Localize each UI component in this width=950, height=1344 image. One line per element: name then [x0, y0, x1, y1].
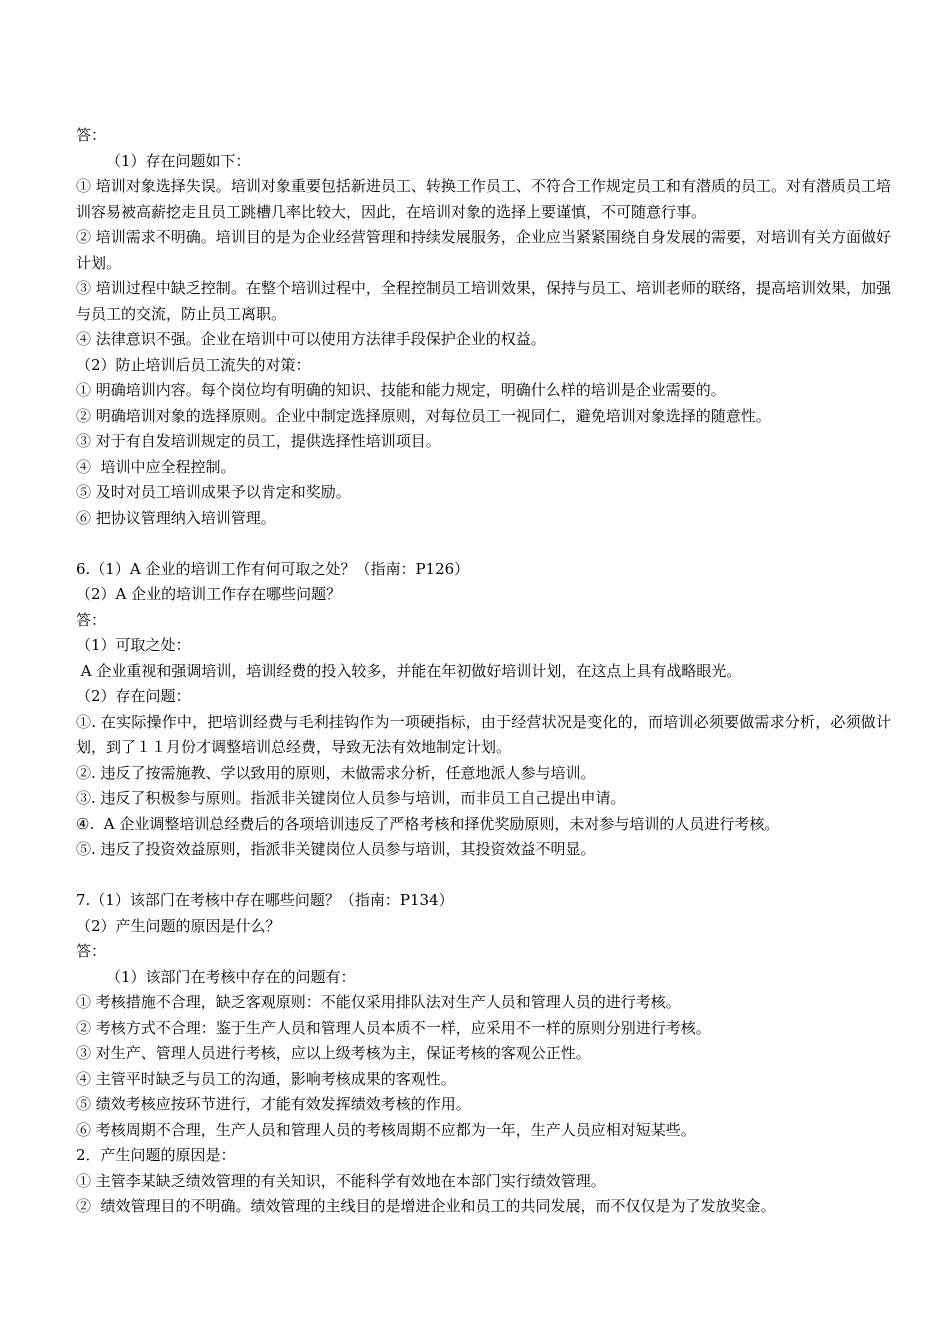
paragraph: （1）存在问题如下：: [106, 151, 251, 170]
paragraph: ① 考核措施不合理，缺乏客观原则：不能仅采用排队法对生产人员和管理人员的进行考核。: [76, 993, 681, 1011]
paragraph: ④ 法律意识不强。企业在培训中可以使用方法律手段保护企业的权益。: [76, 330, 546, 348]
paragraph: （2）产生问题的原因是什么？: [76, 916, 281, 935]
paragraph: 答：: [76, 610, 107, 629]
paragraph: ⑤ 绩效考核应按环节进行，才能有效发挥绩效考核的作用。: [76, 1095, 471, 1113]
paragraph: ②. 违反了按需施教、学以致用的原则，未做需求分析，任意地派人参与培训。: [76, 763, 596, 782]
paragraph: ③. 违反了积极参与原则。指派非关键岗位人员参与培训，而非员工自己提出申请。: [76, 789, 626, 807]
paragraph: ④ 培训中应全程控制。: [76, 457, 236, 476]
paragraph: ⑥ 把协议管理纳入培训管理。: [76, 508, 276, 527]
paragraph: ② 考核方式不合理：鉴于生产人员和管理人员本质不一样，应采用不一样的原则分别进行考核。: [76, 1018, 711, 1037]
paragraph: ② 明确培训对象的选择原则。企业中制定选择原则，对每位员工一视同仁，避免培训对象选择的随意性。: [76, 406, 771, 425]
blank-line: [76, 863, 891, 889]
paragraph: （2）防止培训后员工流失的对策：: [76, 355, 311, 374]
paragraph: ③ 对于有自发培训规定的员工，提供选择性培训项目。: [76, 432, 441, 450]
paragraph: ① 培训对象选择失误。培训对象重要包括新进员工、转换工作员工、不符合工作规定员工和有潜质的员工。对有潜质员工培训容易被高薪挖走且员工跳槽几率比较大，因此，在培训对象的选择上要谨慎，不可随意行事。: [76, 177, 891, 221]
paragraph: ①. 在实际操作中，把培训经费与毛利挂钩作为一项硬指标，由于经营状况是变化的，而培训必须要做需求分析，必须做计划，到了１１月份才调整培训总经费，导致无法有效地制定计划。: [76, 712, 891, 756]
paragraph: ① 主管李某缺乏绩效管理的有关知识，不能科学有效地在本部门实行绩效管理。: [76, 1171, 606, 1190]
paragraph: ④. A 企业调整培训总经费后的各项培训违反了严格考核和择优奖励原则，未对参与培训的人员进行考核。: [76, 814, 780, 833]
paragraph: A 企业重视和强调培训，培训经费的投入较多，并能在年初做好培训计划，在这点上具有战略眼光。: [76, 661, 742, 680]
paragraph: ② 培训需求不明确。培训目的是为企业经营管理和持续发展服务，企业应当紧紧围绕自身发展的需要，对培训有关方面做好计划。: [76, 228, 891, 272]
paragraph: 7.（1）该部门在考核中存在哪些问题？（指南：P134）: [76, 891, 454, 909]
paragraph: ⑤ 及时对员工培训成果予以肯定和奖励。: [76, 483, 351, 501]
paragraph: 2．产生问题的原因是：: [76, 1146, 236, 1164]
paragraph: 6.（1）A 企业的培训工作有何可取之处？（指南：P126）: [76, 559, 470, 578]
paragraph: ③ 对生产、管理人员进行考核，应以上级考核为主，保证考核的客观公正性。: [76, 1044, 591, 1062]
paragraph: ① 明确培训内容。每个岗位均有明确的知识、技能和能力规定，明确什么样的培训是企业需要的。: [76, 381, 726, 399]
paragraph: ④ 主管平时缺乏与员工的沟通，影响考核成果的客观性。: [76, 1069, 456, 1088]
paragraph: （1）可取之处：: [76, 636, 191, 654]
paragraph: ③ 培训过程中缺乏控制。在整个培训过程中，全程控制员工培训效果，保持与员工、培训老师的联络，提高培训效果，加强与员工的交流，防止员工离职。: [76, 279, 891, 323]
paragraph: 答：: [76, 942, 107, 960]
blank-line: [76, 531, 891, 557]
paragraph: ② 绩效管理目的不明确。绩效管理的主线目的是增进企业和员工的共同发展，而不仅仅是为了发放奖金。: [76, 1197, 776, 1215]
paragraph: （1）该部门在考核中存在的问题有：: [106, 967, 356, 986]
paragraph: 答：: [76, 126, 107, 144]
paragraph: （2）A 企业的培训工作存在哪些问题？: [76, 585, 342, 603]
document-body: [76, 123, 891, 1220]
paragraph: ⑥ 考核周期不合理，生产人员和管理人员的考核周期不应都为一年，生产人员应相对短某些。: [76, 1120, 696, 1139]
paragraph: （2）存在问题：: [76, 687, 191, 705]
paragraph: ⑤. 违反了投资效益原则，指派非关键岗位人员参与培训，其投资效益不明显。: [76, 840, 596, 858]
